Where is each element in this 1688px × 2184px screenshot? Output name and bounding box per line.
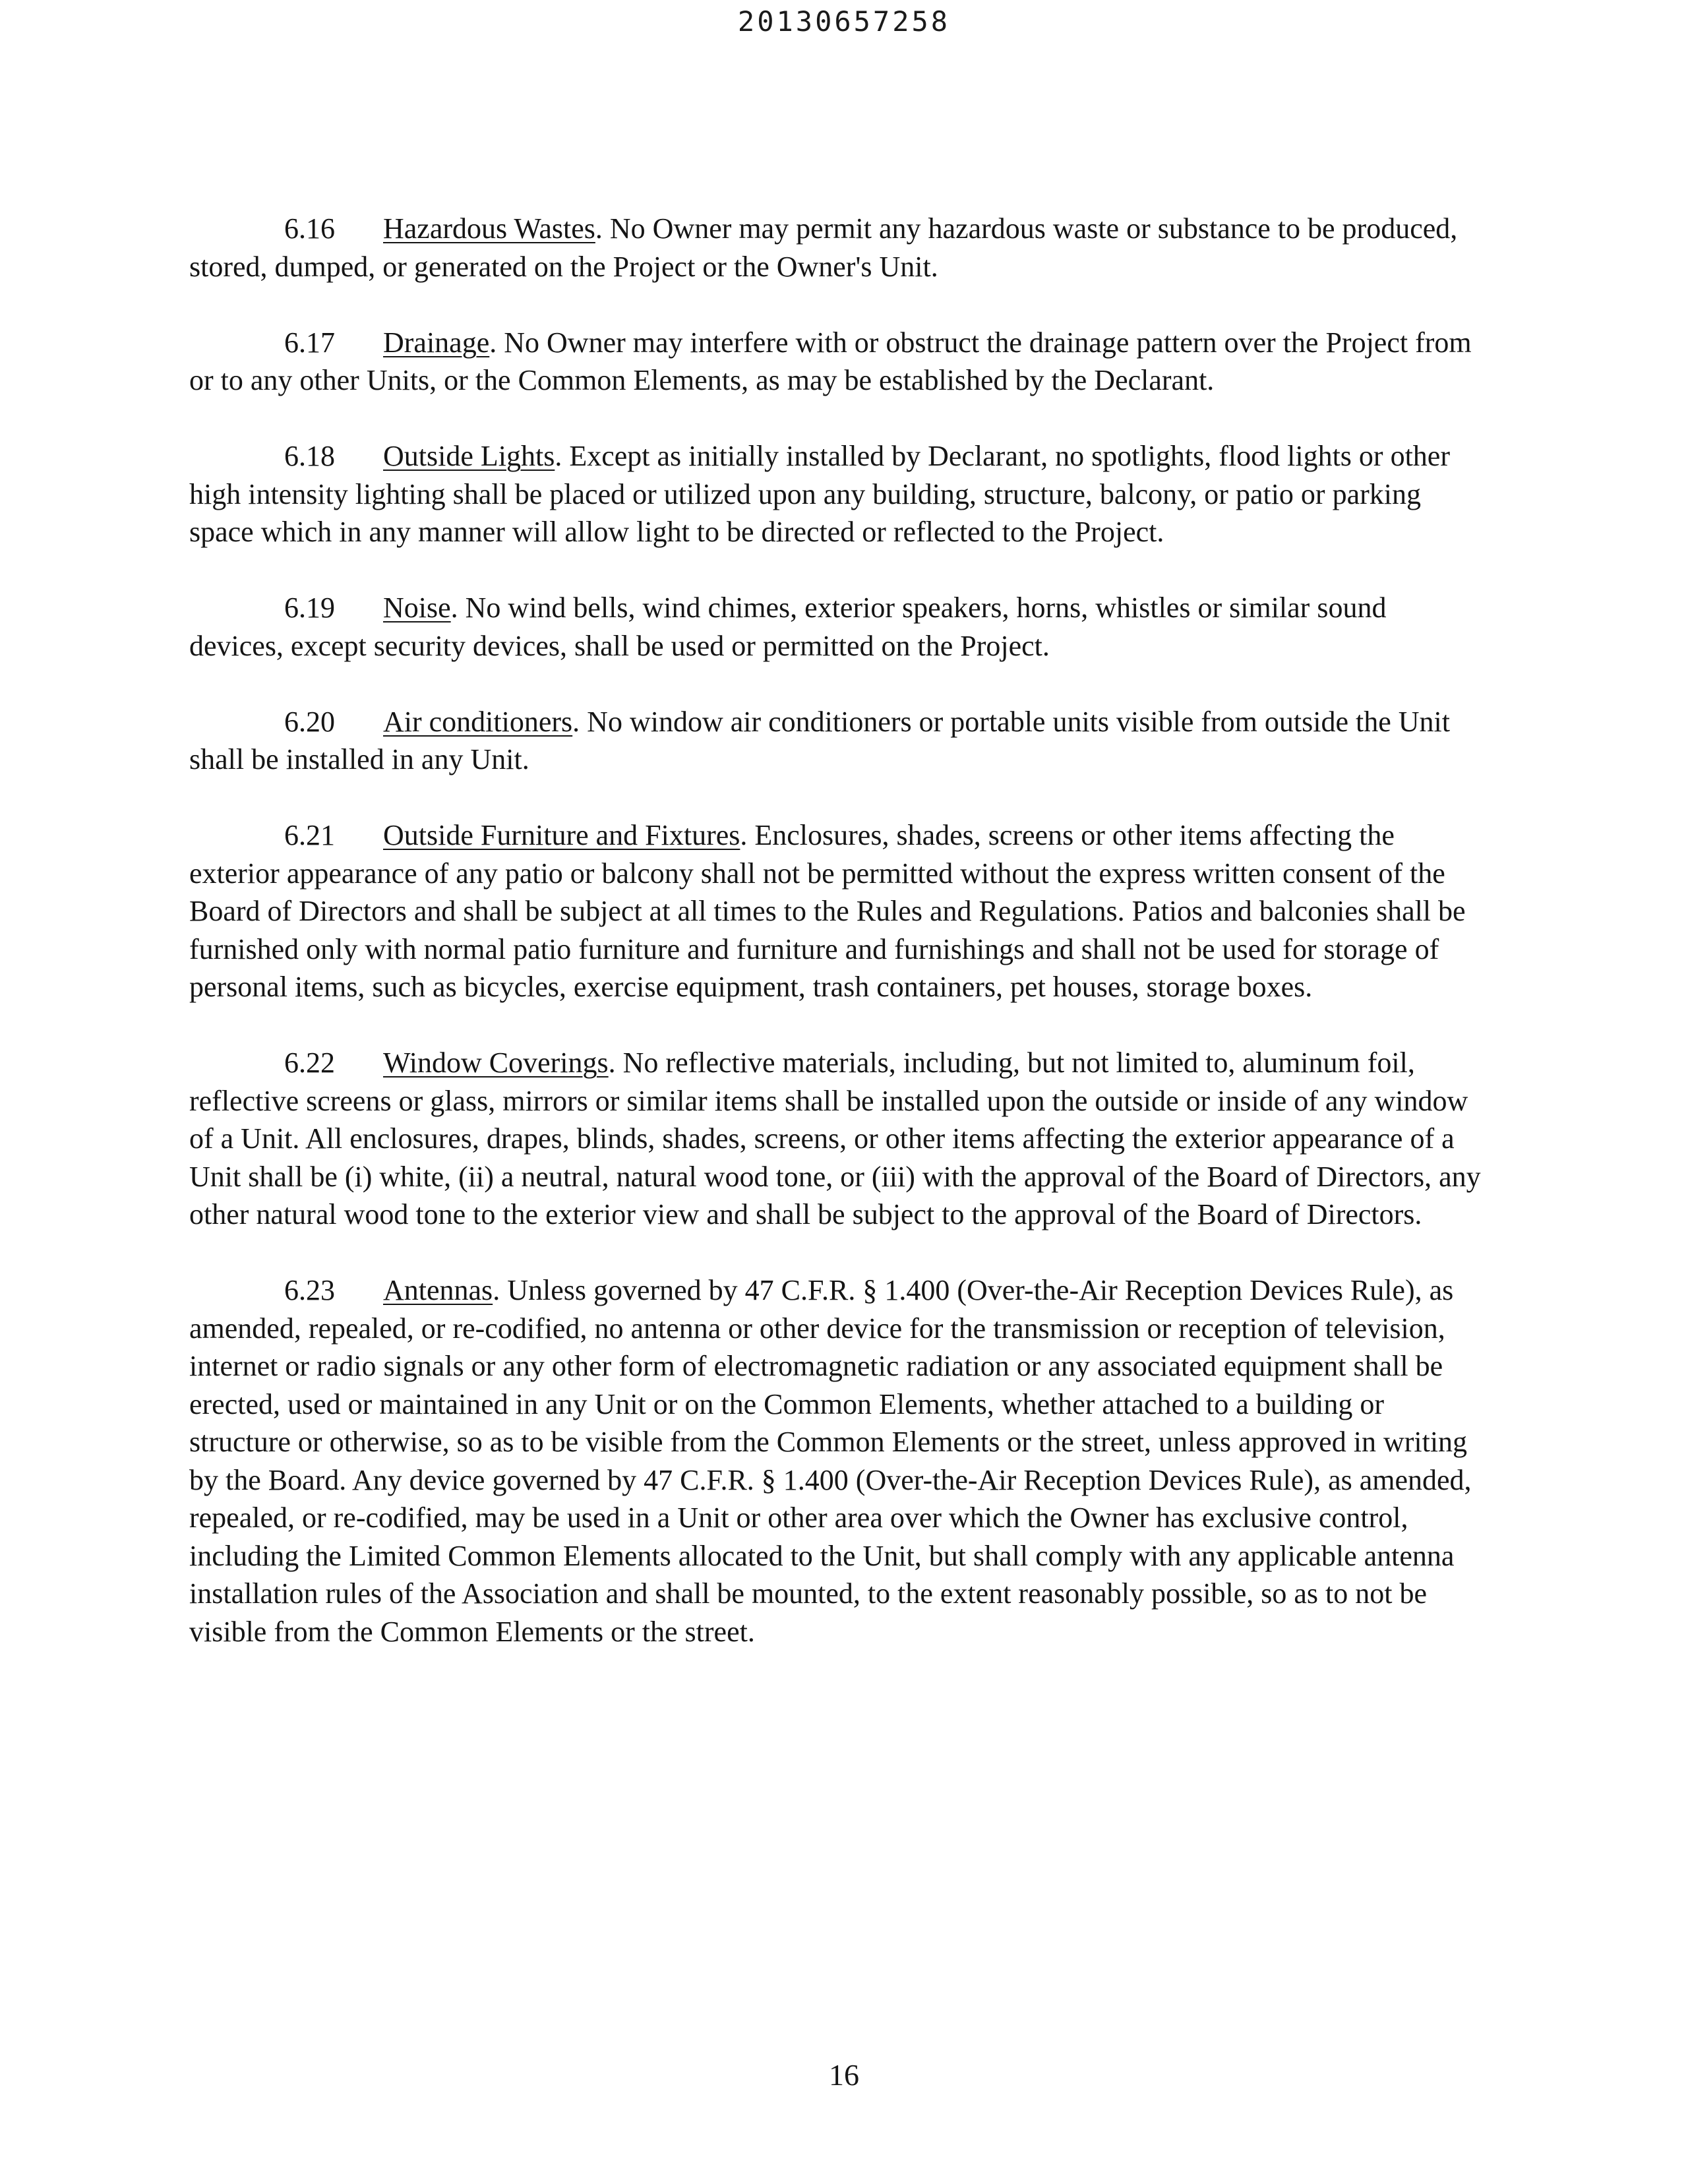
section-number: 6.23 (284, 1274, 335, 1306)
section-text: . Enclosures, shades, screens or other items affecting the exterior appearance of any patio or balcony shall not be permitted without the express written consent of the Board of Directors and shall be subject at all times to the Rules and Regulations. Patios and balconies shall be furnished only with normal patio furniture and furniture and furnishings and shall not be used for storage of personal items, such as bicycles, exercise equipment, trash containers, pet houses, storage boxes. (189, 819, 1466, 1003)
section-text: . Except as initially installed by Declarant, no spotlights, flood lights or other high intensity lighting shall be placed or utilized upon any building, structure, balcony, or patio or parking space which in any manner will allow light to be directed or reflected to the Project. (189, 440, 1450, 548)
section-title: Noise (383, 592, 451, 624)
section-6-17 (189, 324, 1482, 400)
section-text: . No Owner may permit any hazardous waste or substance to be produced, stored, dumped, or generated on the Project or the Owner's Unit. (189, 212, 1458, 283)
section-title: Antennas (383, 1274, 493, 1306)
document-body (189, 210, 1482, 1689)
section-6-19 (189, 589, 1482, 665)
section-title: Air conditioners (383, 705, 573, 738)
section-title: Hazardous Wastes (383, 212, 595, 245)
page-number: 16 (829, 2058, 859, 2092)
section-number: 6.16 (284, 212, 335, 245)
section-number: 6.20 (284, 705, 335, 738)
section-6-18 (189, 437, 1482, 551)
section-text: . No Owner may interfere with or obstruct the drainage pattern over the Project from or to any other Units, or the Common Elements, as may be established by the Declarant. (189, 326, 1472, 396)
section-title: Drainage (383, 326, 490, 359)
section-title: Window Coverings (383, 1046, 609, 1079)
document-number: 20130657258 (737, 5, 951, 38)
section-number: 6.18 (284, 440, 335, 472)
section-6-22 (189, 1044, 1482, 1234)
section-6-20 (189, 703, 1482, 779)
section-number: 6.22 (284, 1046, 335, 1079)
section-6-16 (189, 210, 1482, 286)
section-number: 6.17 (284, 326, 335, 359)
section-title: Outside Lights (383, 440, 555, 472)
section-6-23 (189, 1271, 1482, 1651)
section-number: 6.19 (284, 592, 335, 624)
section-text: . No reflective materials, including, but not limited to, aluminum foil, reflective screens or glass, mirrors or similar items shall be installed upon the outside or inside of any window of a Unit. All enclosures, drapes, blinds, shades, screens, or other items affecting the exterior appearance of a Unit shall be (i) white, (ii) a neutral, natural wood tone, or (iii) with the approval of the Board of Directors, any other natural wood tone to the exterior view and shall be subject to the approval of the Board of Directors. (189, 1046, 1481, 1230)
section-number: 6.21 (284, 819, 335, 851)
section-text: . No window air conditioners or portable units visible from outside the Unit shall be installed in any Unit. (189, 705, 1450, 775)
section-title: Outside Furniture and Fixtures (383, 819, 740, 851)
section-text: . Unless governed by 47 C.F.R. § 1.400 (Over-the-Air Reception Devices Rule), as amended, repealed, or re-codified, no antenna or other device for the transmission or reception of television, internet or radio signals or any other form of electromagnetic radiation or any associated equipment shall be erected, used or maintained in any Unit or on the Common Elements, whether attached to a building or structure or otherwise, so as to be visible from the Common Elements or the street, unless approved in writing by the Board. Any device governed by 47 C.F.R. § 1.400 (Over-the-Air Reception Devices Rule), as amended, repealed, or re-codified, may be used in a Unit or other area over which the Owner has exclusive control, including the Limited Common Elements allocated to the Unit, but shall comply with any applicable antenna installation rules of the Association and shall be mounted, to the extent reasonably possible, so as to not be visible from the Common Elements or the street. (189, 1274, 1472, 1648)
section-text: . No wind bells, wind chimes, exterior speakers, horns, whistles or similar sound devices, except security devices, shall be used or permitted on the Project. (189, 592, 1387, 662)
section-6-21 (189, 816, 1482, 1006)
